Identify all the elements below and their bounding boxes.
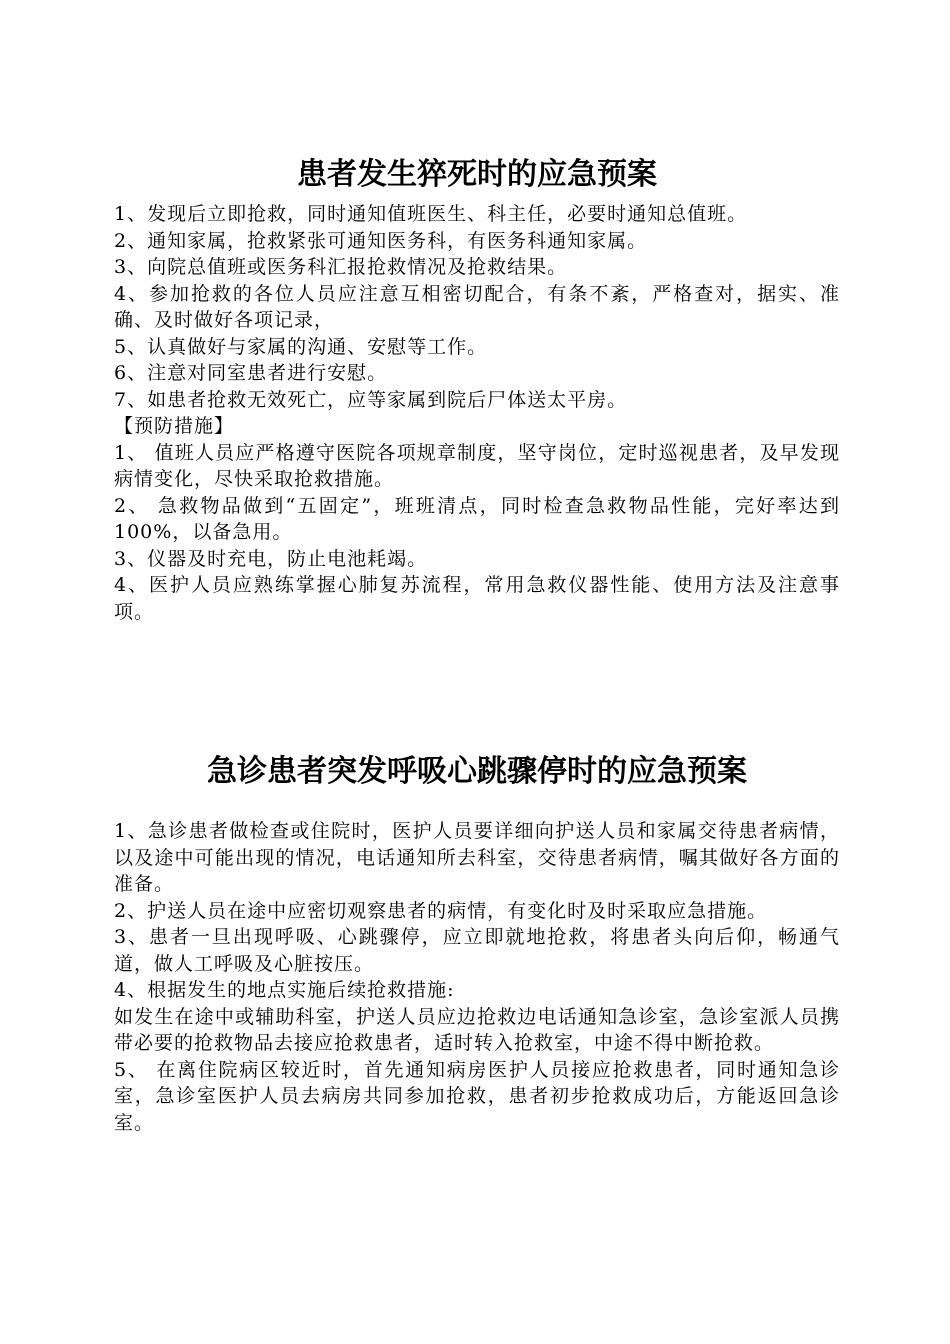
section-2-item-4-detail: 如发生在途中或辅助科室，护送人员应边抢救边电话通知急诊室，急诊室派人员携带必要的抢救物品去接应抢救患者，适时转入抢救室，中途不得中断抢救。 [114, 1005, 840, 1054]
prevention-item-4: 4、医护人员应熟练掌握心肺复苏流程，常用急救仪器性能、使用方法及注意事项。 [114, 574, 840, 623]
section-1-title: 患者发生猝死时的应急预案 [297, 157, 657, 192]
section-1-item-2: 2、通知家属，抢救紧张可通知医务科，有医务科通知家属。 [114, 229, 648, 252]
section-sudden-death-plan [114, 155, 840, 625]
section-1-item-1: 1、发现后立即抢救，同时通知值班医生、科主任，必要时通知总值班。 [114, 203, 748, 225]
section-2-item-4: 4、根据发生的地点实施后续抢救措施: [114, 979, 455, 1001]
section-2-title: 急诊患者突发呼吸心跳骤停时的应急预案 [207, 754, 747, 789]
section-cardiac-arrest-plan [114, 752, 840, 1136]
prevention-item-1: 1、 值班人员应严格遵守医院各项规章制度，坚守岗位，定时巡视患者，及早发现病情变化，尽快采取抢救措施。 [114, 441, 840, 490]
section-1-item-7: 7、如患者抢救无效死亡，应等家属到院后尸体送太平房。 [114, 388, 628, 411]
section-1-item-4: 4、参加抢救的各位人员应注意互相密切配合，有条不紊，严格查对，据实、准确、及时做好各项记录， [114, 282, 840, 331]
section-1-item-5: 5、认真做好与家属的沟通、安慰等工作。 [114, 335, 488, 358]
section-2-item-5: 5、 在离住院病区较近时，首先通知病房医护人员接应抢救患者，同时通知急诊室，急诊室医护人员去病房共同参加抢救，患者初步抢救成功后，方能返回急诊室。 [114, 1058, 840, 1134]
prevention-item-3: 3、仪器及时充电，防止电池耗竭。 [114, 547, 428, 570]
section-2-item-2: 2、护送人员在途中应密切观察患者的病情，有变化时及时采取应急措施。 [114, 899, 768, 922]
section-1-item-6: 6、注意对同室患者进行安慰。 [114, 362, 388, 384]
section-2-item-1: 1、急诊患者做检查或住院时，医护人员要详细向护送人员和家属交待患者病情，以及途中可能出现的情况，电话通知所去科室，交待患者病情，嘱其做好各方面的准备。 [114, 820, 840, 895]
section-2-item-3: 3、患者一旦出现呼吸、心跳骤停，应立即就地抢救，将患者头向后仰，畅通气道，做人工呼吸及心脏按压。 [114, 926, 840, 975]
section-1-item-3: 3、向院总值班或医务科汇报抢救情况及抢救结果。 [114, 256, 568, 278]
prevention-item-2: 2、 急救物品做到“五固定”，班班清点，同时检查急救物品性能，完好率达到100%，以备急用。 [114, 494, 840, 543]
prevention-heading: 【预防措施】 [114, 415, 235, 437]
